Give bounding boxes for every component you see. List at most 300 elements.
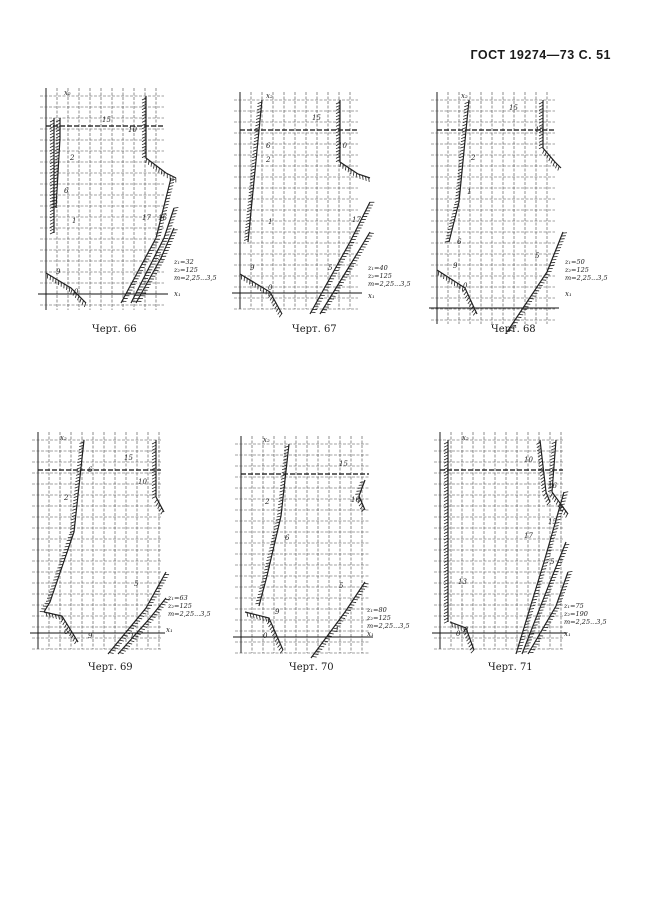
hatch-mark	[142, 130, 146, 132]
hatch-mark	[142, 127, 146, 129]
figure-71-curves	[444, 440, 572, 654]
figure-69-label-9: 9	[88, 632, 93, 640]
hatch-mark	[75, 640, 77, 644]
hatch-mark	[138, 631, 142, 632]
hatch-mark	[336, 160, 340, 162]
figure-70-plot	[241, 436, 410, 661]
hatch-mark	[470, 647, 473, 650]
hatch-mark	[134, 636, 138, 637]
hatch-mark	[63, 621, 65, 625]
hatch-mark	[562, 590, 566, 591]
curve-5	[320, 232, 370, 314]
hatch-mark	[444, 532, 448, 534]
hatch-mark	[513, 322, 517, 323]
hatch-mark	[444, 525, 448, 527]
hatch-mark	[541, 477, 545, 479]
hatch-mark	[567, 574, 571, 575]
hatch-mark	[152, 490, 156, 492]
hatch-mark	[529, 298, 533, 299]
hatch-mark	[159, 168, 160, 172]
figure-68-label-6: 6	[457, 238, 462, 246]
figure-69-param-3: m=2,25...3,5	[168, 610, 211, 618]
hatch-mark	[124, 635, 128, 636]
figure-68-curves	[437, 100, 567, 332]
hatch-mark	[109, 652, 113, 653]
figure-69-label-15: 15	[124, 454, 133, 462]
hatch-mark	[159, 508, 162, 512]
hatch-mark	[515, 320, 519, 321]
curve-10	[540, 440, 550, 502]
hatch-mark	[526, 304, 530, 305]
hatch-mark	[444, 445, 448, 447]
hatch-mark	[320, 646, 324, 647]
hatch-mark	[469, 303, 472, 306]
hatch-mark	[336, 131, 340, 133]
hatch-mark	[545, 496, 548, 499]
hatch-mark	[152, 445, 156, 447]
hatch-mark	[444, 554, 448, 556]
hatch-mark	[559, 596, 563, 597]
hatch-mark	[444, 580, 448, 582]
figure-70-caption: Черт. 70	[289, 662, 334, 673]
hatch-mark	[148, 160, 149, 164]
figure-67	[240, 92, 411, 335]
hatch-mark	[324, 641, 328, 642]
figure-67-axis-y: x₂	[266, 92, 273, 100]
hatch-mark	[343, 164, 344, 168]
hatch-mark	[329, 633, 333, 634]
hatch-mark	[122, 638, 126, 639]
hatch-mark	[141, 629, 145, 630]
figure-67-axis-x: x₁	[368, 292, 375, 300]
hatch-mark	[270, 626, 273, 629]
figure-66-label-17: 17	[142, 214, 151, 222]
hatch-mark	[111, 650, 115, 651]
hatch-mark	[142, 98, 146, 100]
figure-68-caption: Черт. 68	[491, 324, 536, 335]
hatch-mark	[151, 617, 155, 618]
hatch-mark	[353, 599, 357, 600]
hatch-mark	[161, 604, 165, 605]
figure-69-caption: Черт. 69	[88, 662, 133, 673]
hatch-mark	[146, 158, 147, 162]
hatch-mark	[554, 498, 556, 502]
hatch-mark	[163, 602, 167, 603]
hatch-mark	[130, 628, 134, 629]
figure-67-label-2: 2	[266, 156, 271, 164]
hatch-mark	[82, 300, 83, 304]
hatch-mark	[471, 650, 474, 653]
hatch-mark	[444, 586, 448, 588]
hatch-mark	[152, 442, 156, 444]
hatch-mark	[164, 172, 165, 176]
figure-70-label-5: 5	[339, 582, 344, 590]
figure-70-label-10: 10	[351, 496, 360, 504]
hatch-mark	[537, 288, 541, 289]
hatch-mark	[152, 468, 156, 470]
hatch-mark	[531, 296, 535, 297]
figure-71-caption: Черт. 71	[488, 662, 533, 673]
hatch-mark	[350, 605, 354, 606]
figure-67-param-2: z₂=125	[368, 272, 392, 280]
hatch-mark	[337, 623, 341, 624]
hatch-mark	[469, 644, 472, 647]
figure-69-label-6: 6	[88, 466, 93, 474]
hatch-mark	[524, 306, 528, 307]
hatch-mark	[136, 633, 140, 634]
hatch-mark	[336, 112, 340, 114]
figure-71-label-16: 16	[548, 482, 557, 490]
curve-9	[46, 273, 86, 303]
hatch-mark	[336, 108, 340, 110]
figure-67-param-1: z₁=40	[368, 264, 388, 272]
figure-67-plot	[240, 92, 411, 317]
hatch-mark	[155, 499, 158, 503]
figure-70-param-1: z₁=80	[367, 606, 387, 614]
figure-71-label-10: 10	[524, 456, 533, 464]
hatch-mark	[444, 468, 448, 470]
figure-66-label-10: 10	[128, 126, 137, 134]
hatch-mark	[547, 502, 550, 505]
hatch-mark	[464, 292, 467, 295]
hatch-mark	[336, 134, 340, 136]
hatch-mark	[565, 581, 569, 582]
figure-69-param-1: z₁=63	[168, 594, 188, 602]
hatch-mark	[355, 597, 359, 598]
hatch-mark	[538, 285, 542, 286]
hatch-mark	[143, 626, 147, 627]
hatch-mark	[341, 618, 345, 619]
figure-68-param-1: z₁=50	[565, 258, 585, 266]
hatch-mark	[465, 294, 468, 297]
figure-66-param-2: z₂=125	[174, 266, 198, 274]
figure-67-caption: Черт. 67	[292, 324, 337, 335]
hatch-mark	[541, 483, 545, 485]
hatch-mark	[557, 602, 561, 603]
hatch-mark	[444, 509, 448, 511]
figure-67-label-6: 6	[266, 142, 271, 150]
hatch-mark	[444, 567, 448, 569]
hatch-mark	[336, 115, 340, 117]
figure-69-param-2: z₂=125	[168, 602, 192, 610]
figure-71-label-13: 13	[458, 578, 467, 586]
figure-66-label-6: 6	[64, 187, 69, 195]
hatch-mark	[539, 464, 543, 466]
hatch-mark	[545, 152, 547, 156]
hatch-mark	[278, 311, 281, 315]
hatch-mark	[364, 583, 368, 584]
figure-70-axis-y: x₂	[263, 436, 270, 444]
figure-69-plot	[38, 432, 211, 657]
hatch-mark	[142, 114, 146, 116]
figure-66-label-15: 15	[102, 116, 111, 124]
figure-70-label-1: 1	[267, 562, 272, 570]
hatch-mark	[533, 293, 537, 294]
hatch-mark	[351, 170, 352, 174]
hatch-mark	[142, 156, 146, 158]
figure-68-label-10: 10	[535, 126, 544, 134]
hatch-mark	[522, 309, 526, 310]
hatch-mark	[149, 619, 153, 620]
hatch-mark	[142, 124, 146, 126]
hatch-mark	[444, 455, 448, 457]
hatch-mark	[134, 623, 138, 624]
figure-71-axis-x: x₁	[564, 630, 571, 638]
hatch-mark	[152, 496, 156, 498]
hatch-mark	[279, 647, 282, 650]
hatch-mark	[564, 584, 568, 585]
figure-71-axis-y: x₂	[462, 434, 469, 442]
figure-70-label-9: 9	[275, 608, 280, 616]
figure-71-param-3: m=2,25...3,5	[564, 618, 607, 626]
figure-69-label-6b: 6	[64, 628, 69, 636]
hatch-mark	[566, 578, 570, 579]
hatch-mark	[152, 474, 156, 476]
hatch-mark	[444, 596, 448, 598]
hatch-mark	[542, 280, 546, 281]
hatch-mark	[336, 118, 340, 120]
hatch-mark	[161, 511, 164, 515]
hatch-mark	[444, 605, 448, 607]
hatch-mark	[161, 170, 162, 174]
hatch-mark	[542, 486, 546, 488]
hatch-mark	[279, 314, 282, 318]
figure-68-label-2: 2	[471, 154, 476, 162]
figure-66-param-1: z₁=32	[174, 258, 194, 266]
hatch-mark	[152, 448, 156, 450]
figure-68-axis-y: x₂	[461, 92, 468, 100]
hatch-mark	[336, 105, 340, 107]
hatch-mark	[558, 166, 559, 170]
figure-70-axis-x: x₁	[367, 630, 374, 638]
hatch-mark	[519, 314, 523, 315]
figure-71-label-17: 17	[524, 532, 533, 540]
hatch-mark	[269, 624, 272, 627]
hatch-mark	[359, 591, 363, 592]
hatch-mark	[444, 544, 448, 546]
hatch-mark	[444, 487, 448, 489]
hatch-mark	[444, 500, 448, 502]
hatch-mark	[473, 312, 476, 315]
hatch-mark	[275, 638, 278, 641]
hatch-mark	[444, 452, 448, 454]
hatch-mark	[339, 620, 343, 621]
hatch-mark	[535, 290, 539, 291]
hatch-mark	[541, 480, 545, 482]
hatch-mark	[357, 594, 361, 595]
hatch-mark	[566, 514, 568, 518]
figure-68-label-9: 9	[453, 262, 458, 270]
hatch-mark	[444, 474, 448, 476]
hatch-mark	[556, 605, 560, 606]
figure-66-label-5: 5	[158, 254, 163, 262]
hatch-mark	[152, 452, 156, 454]
hatch-mark	[362, 586, 366, 587]
figure-70-label-6: 6	[285, 534, 290, 542]
curve-17	[310, 202, 370, 314]
curve-5	[528, 572, 568, 654]
figure-66-label-16: 16	[158, 214, 167, 222]
hatch-mark	[154, 164, 155, 168]
hatch-mark	[142, 120, 146, 122]
figure-68-label-0: 0	[463, 282, 468, 290]
hatch-mark	[147, 621, 151, 622]
hatch-mark	[278, 644, 281, 647]
hatch-mark	[156, 502, 159, 506]
hatch-mark	[80, 298, 81, 302]
figure-71	[440, 432, 607, 673]
figure-66-axis-x: x₁	[174, 290, 181, 298]
figure-69-axis-x: x₁	[166, 626, 173, 634]
curve-9	[437, 270, 477, 314]
hatch-mark	[140, 615, 144, 616]
hatch-mark	[159, 607, 163, 608]
hatch-mark	[465, 635, 468, 638]
figure-67-label-9: 9	[250, 264, 255, 272]
hatch-mark	[276, 641, 279, 644]
hatch-mark	[117, 643, 121, 644]
hatch-mark	[563, 587, 567, 588]
hatch-mark	[132, 625, 136, 626]
hatch-mark	[273, 302, 276, 306]
hatch-mark	[157, 609, 161, 610]
hatch-mark	[538, 455, 542, 457]
hatch-mark	[152, 464, 156, 466]
figure-71-param-2: z₂=190	[564, 610, 588, 618]
hatch-mark	[142, 143, 146, 145]
hatch-mark	[322, 644, 326, 645]
figure-66-label-9: 9	[56, 268, 61, 276]
hatch-mark	[275, 305, 278, 309]
hatch-mark	[153, 614, 157, 615]
figure-66-axis-y: x₂	[64, 89, 71, 97]
hatch-mark	[336, 128, 340, 130]
hatch-mark	[552, 495, 554, 499]
hatch-mark	[352, 602, 356, 603]
hatch-mark	[142, 133, 146, 135]
hatch-mark	[444, 618, 448, 620]
figure-70	[241, 436, 410, 673]
figure-68-param-2: z₂=125	[565, 266, 589, 274]
hatch-mark	[444, 471, 448, 473]
hatch-mark	[113, 648, 117, 649]
curve-10	[146, 96, 176, 178]
hatch-mark	[528, 301, 532, 302]
hatch-mark	[136, 620, 140, 621]
hatch-mark	[152, 480, 156, 482]
hatch-mark	[517, 317, 521, 318]
figure-71-label-8: 8	[464, 626, 469, 634]
hatch-mark	[444, 442, 448, 444]
hatch-mark	[444, 490, 448, 492]
hatch-mark	[336, 124, 340, 126]
figure-66	[46, 88, 217, 335]
hatch-mark	[546, 499, 549, 502]
hatch-mark	[444, 496, 448, 498]
hatch-mark	[121, 650, 125, 651]
hatch-mark	[142, 108, 146, 110]
curve-10	[543, 100, 561, 168]
hatch-mark	[327, 636, 331, 637]
hatch-mark	[336, 156, 340, 158]
hatch-mark	[360, 506, 363, 509]
hatch-mark	[543, 150, 545, 154]
hatch-mark	[444, 599, 448, 601]
hatch-mark	[444, 541, 448, 543]
figure-66-caption: Черт. 66	[92, 324, 137, 335]
figure-68-axis-x: x₁	[565, 290, 572, 298]
figure-70-param-2: z₂=125	[367, 614, 391, 622]
figure-69-axis-y: x₂	[60, 434, 67, 442]
hatch-mark	[553, 162, 555, 166]
hatch-mark	[353, 171, 354, 175]
hatch-mark	[536, 442, 540, 444]
figure-70-label-1b: 1	[335, 626, 340, 634]
curve-15	[516, 492, 564, 654]
hatch-mark	[444, 551, 448, 553]
figure-69-label-10: 10	[138, 478, 147, 486]
figure-68-param-3: m=2,25...3,5	[565, 274, 608, 282]
hatch-mark	[115, 645, 119, 646]
hatch-mark	[152, 458, 156, 460]
hatch-mark	[556, 164, 557, 168]
hatch-mark	[340, 162, 341, 166]
hatch-mark	[556, 501, 558, 505]
hatch-mark	[444, 557, 448, 559]
hatch-mark	[142, 136, 146, 138]
hatch-mark	[336, 137, 340, 139]
hatch-mark	[544, 277, 548, 278]
hatch-mark	[152, 487, 156, 489]
hatch-mark	[444, 477, 448, 479]
hatch-mark	[130, 641, 134, 642]
figure-67-label-1: 1	[268, 218, 273, 226]
hatch-mark	[568, 571, 572, 572]
figure-68	[437, 92, 608, 335]
figure-71-label-0: 0	[456, 630, 461, 638]
hatch-mark	[152, 471, 156, 473]
hatch-mark	[558, 599, 562, 600]
figure-67-label-5: 5	[328, 264, 333, 272]
hatch-mark	[538, 452, 542, 454]
hatch-mark	[348, 607, 352, 608]
hatch-mark	[543, 493, 546, 496]
figure-68-label-1: 1	[467, 188, 472, 196]
hatch-mark	[174, 207, 178, 208]
figure-69-curves	[40, 440, 170, 654]
figure-68-label-15: 15	[509, 104, 518, 112]
hatch-mark	[551, 159, 553, 163]
figure-71-label-15: 15	[548, 518, 557, 526]
hatch-mark	[444, 548, 448, 550]
figure-66-param-3: m=2,25...3,5	[174, 274, 217, 282]
figure-71-param-1: z₁=75	[564, 602, 584, 610]
hatch-mark	[564, 492, 568, 493]
hatch-mark	[336, 150, 340, 152]
hatch-mark	[549, 157, 551, 161]
figure-68-label-5: 5	[535, 252, 540, 260]
hatch-mark	[444, 535, 448, 537]
hatch-mark	[468, 641, 471, 644]
hatch-mark	[145, 624, 149, 625]
hatch-mark	[152, 455, 156, 457]
hatch-mark	[336, 102, 340, 104]
hatch-mark	[119, 653, 123, 654]
hatch-mark	[345, 166, 346, 170]
hatch-mark	[540, 471, 544, 473]
hatch-mark	[276, 308, 279, 312]
hatch-mark	[444, 573, 448, 575]
